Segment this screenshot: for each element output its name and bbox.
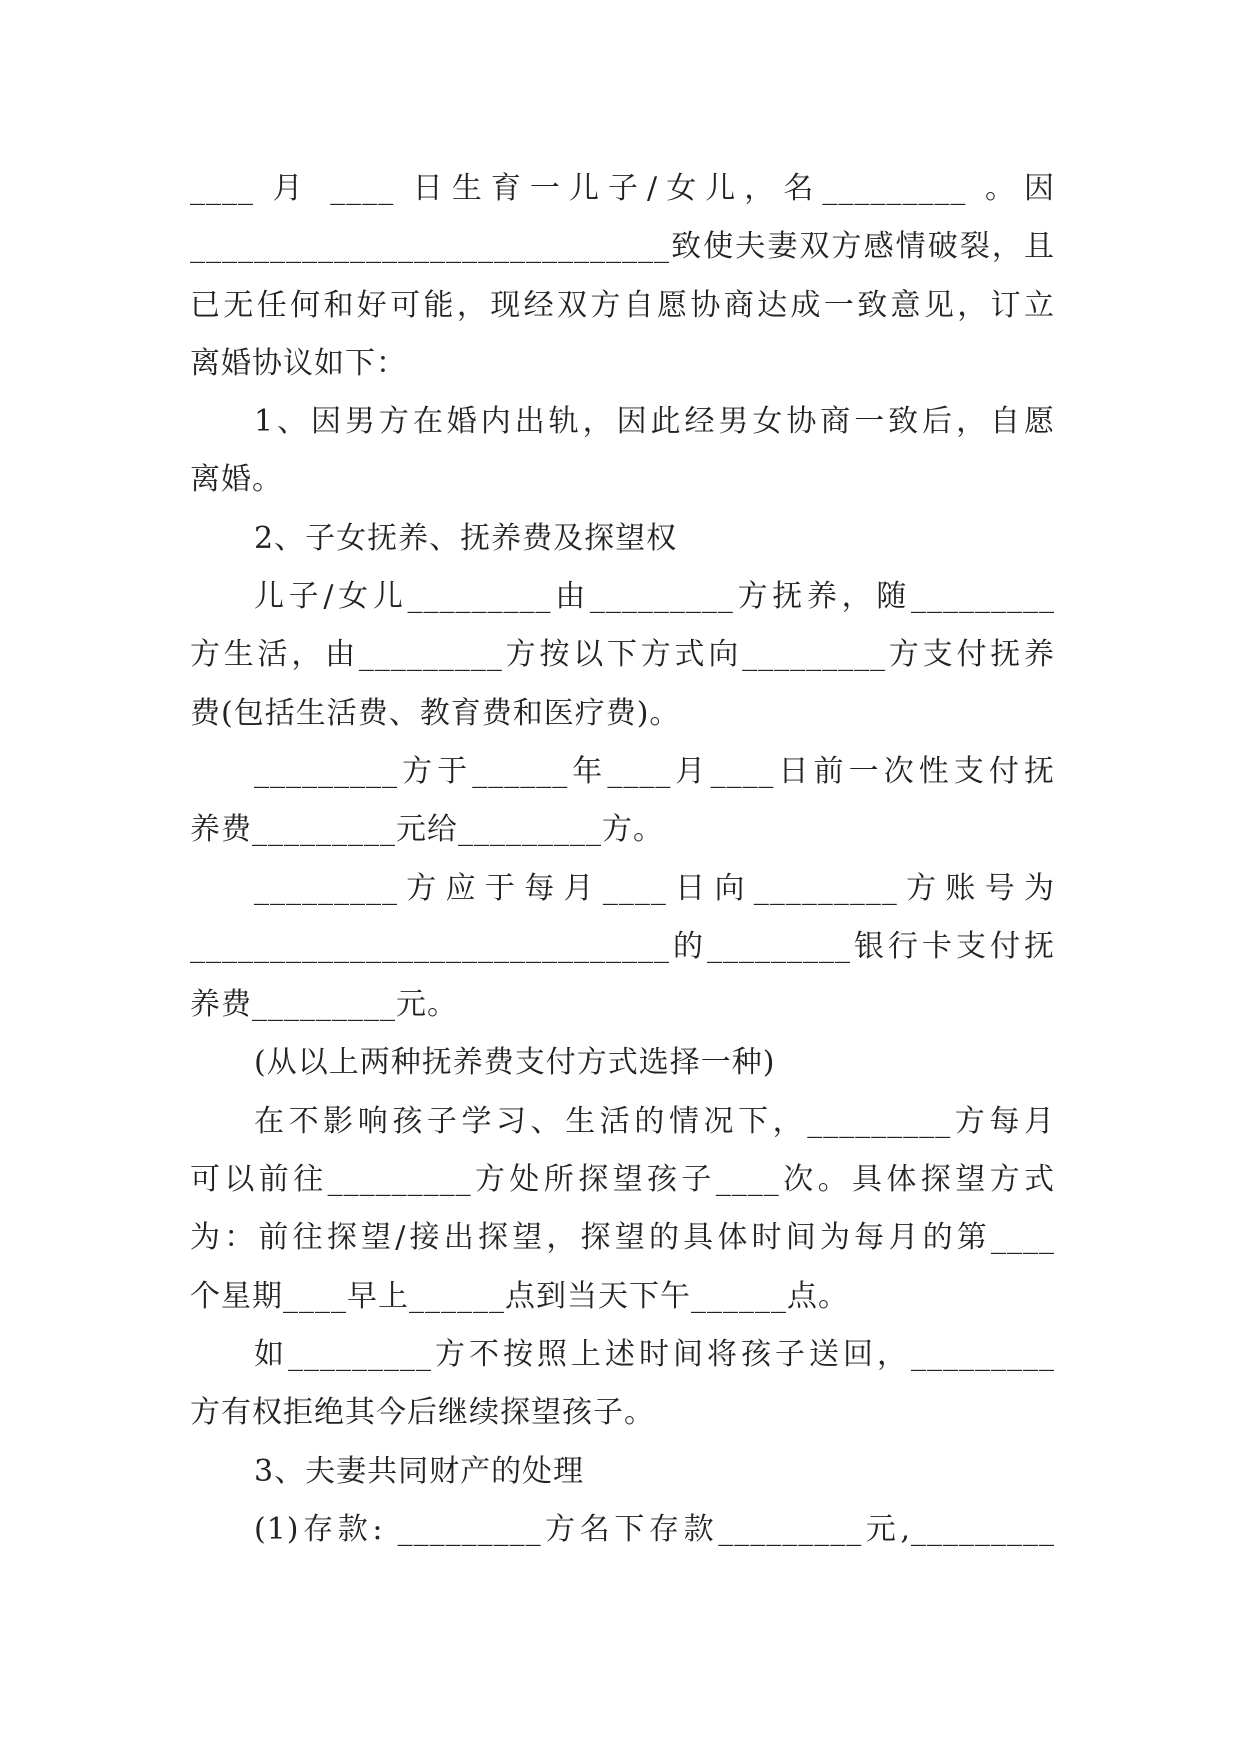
text-line: 如_________方不按照上述时间将孩子送回，_________	[254, 1336, 1055, 1372]
text-line: 方有权拒绝其今后继续探望孩子。	[190, 1395, 655, 1431]
text-line: 养费_________元给_________方。	[190, 812, 664, 848]
text-line: 费(包括生活费、教育费和医疗费)。	[190, 695, 681, 731]
text-line: 已无任何和好可能，现经双方自愿协商达成一致意见，订立	[190, 287, 1055, 323]
section-heading: 3、夫妻共同财产的处理	[254, 1453, 585, 1489]
text-line: 在不影响孩子学习、生活的情况下，_________方每月	[254, 1103, 1055, 1139]
text-line: ______________________________的_________银行卡支付抚	[190, 928, 1055, 964]
text-line: _________方于______年____月____日前一次性支付抚	[254, 753, 1055, 789]
text-line: 方生活，由_________方按以下方式向_________方支付抚养	[190, 637, 1055, 673]
document-body	[190, 160, 1055, 1559]
text-line: 儿子/女儿_________由_________方抚养，随_________	[254, 579, 1055, 615]
text-line: (从以上两种抚养费支付方式选择一种)	[254, 1045, 776, 1081]
text-line: 为：前往探望/接出探望，探望的具体时间为每月的第____	[190, 1220, 1055, 1256]
text-line: 可以前往_________方处所探望孩子____次。具体探望方式	[190, 1162, 1055, 1198]
text-line: 离婚。	[190, 462, 283, 498]
text-line: ______________________________致使夫妻双方感情破裂，且	[190, 229, 1055, 265]
section-heading: 2、子女抚养、抚养费及探望权	[254, 520, 678, 556]
text-line: 1、因男方在婚内出轨，因此经男女协商一致后，自愿	[254, 404, 1055, 440]
text-line: ____ 月 ____ 日生育一儿子/女儿，名_________ 。因	[190, 171, 1055, 206]
text-line: 养费_________元。	[190, 987, 458, 1023]
text-line: _________方应于每月____日向_________方账号为	[254, 870, 1055, 906]
text-line: 离婚协议如下：	[190, 345, 407, 381]
text-line: 个星期____早上______点到当天下午______点。	[190, 1278, 849, 1314]
text-line: (1)存款: _________方名下存款_________元,_________	[254, 1511, 1055, 1547]
